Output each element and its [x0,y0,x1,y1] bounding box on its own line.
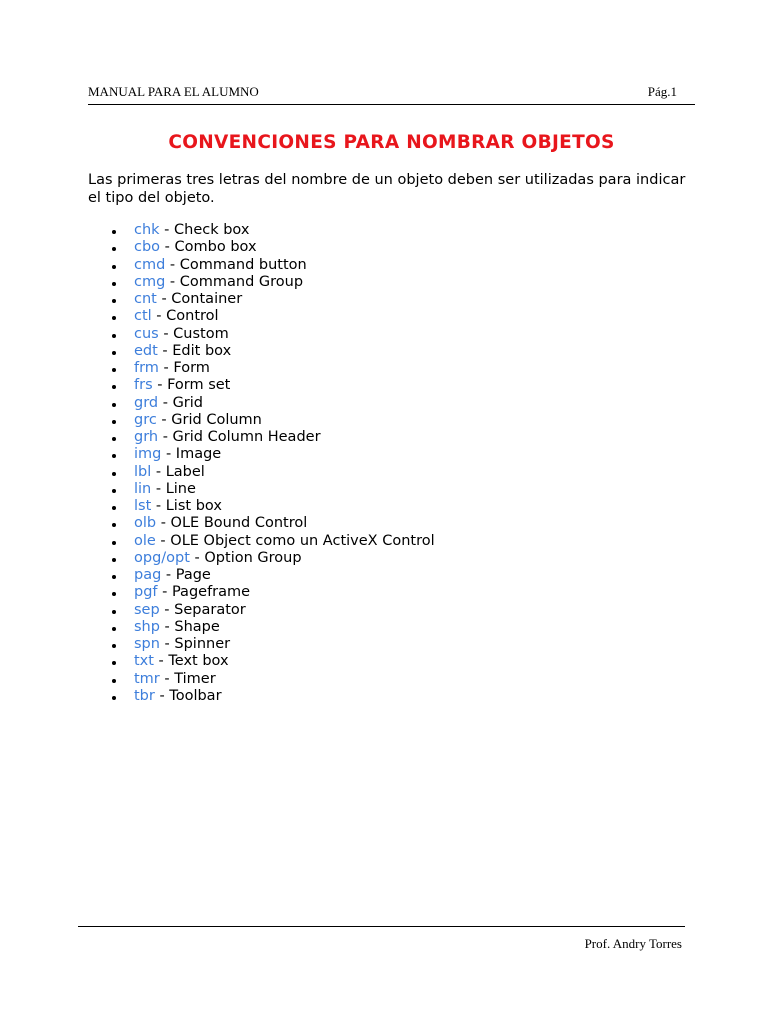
list-item [88,326,435,343]
prefix-code: lbl [134,463,152,480]
list-item [88,533,435,550]
prefix-code: tbr [134,687,155,704]
list-item [88,429,435,446]
prefix-code: grd [134,394,159,411]
list-item [88,222,435,239]
list-item [88,274,435,291]
prefix-description: - Check box [159,222,250,238]
prefix-code: cmg [134,273,166,290]
prefix-code: grh [134,429,159,445]
prefix-code: cus [134,325,159,342]
list-item [88,619,435,636]
prefix-code: ole [134,532,156,549]
prefix-description: - OLE Object como un ActiveX Control [155,532,435,549]
list-item [88,602,435,619]
footer-divider [78,926,685,927]
prefix-code: olb [134,515,157,532]
list-item [88,481,435,498]
prefix-description: - Line [151,480,196,497]
prefix-code: tmr [134,670,160,687]
prefix-description: - Command button [165,256,307,273]
prefix-description: - Form set [152,377,231,394]
list-item [88,377,435,394]
list-item [88,515,435,532]
list-item [88,412,435,429]
footer-author: Prof. Andry Torres [584,936,682,951]
prefix-description: - Form [158,360,210,376]
list-item [88,308,435,325]
prefix-code: shp [134,618,160,635]
prefix-code: frm [134,360,159,376]
prefix-code: cmd [134,256,166,273]
prefix-code: lst [134,498,152,514]
prefix-code: spn [134,636,160,652]
prefix-code: cnt [134,291,157,307]
list-item [88,291,435,308]
prefix-code: lin [134,480,152,497]
list-item [88,653,435,670]
list-item [88,464,435,481]
prefix-description: - OLE Bound Control [156,515,308,532]
list-item [88,395,435,412]
prefix-code: pgf [134,584,158,601]
prefix-description: - Edit box [157,342,232,359]
prefix-description: - Combo box [160,239,257,256]
prefix-list [88,222,435,705]
prefix-code: img [134,446,162,463]
prefix-description: - Timer [159,670,216,687]
intro-paragraph: Las primeras tres letras del nombre de un objeto deben ser utilizadas para indicar el tipo del objeto. [88,172,686,206]
prefix-description: - List box [151,498,222,514]
prefix-code: ctl [134,308,152,325]
prefix-description: - Grid Column Header [158,429,321,445]
prefix-code: cbo [134,239,161,256]
prefix-description: - Text box [153,653,229,670]
list-item [88,567,435,584]
list-item [88,446,435,463]
prefix-code: txt [134,653,154,670]
list-item [88,671,435,688]
prefix-description: - Spinner [159,636,231,652]
prefix-description: - Shape [159,618,220,635]
prefix-description: - Page [161,567,211,583]
prefix-description: - Separator [159,601,246,618]
list-item [88,239,435,256]
prefix-code: opg/opt [134,549,190,566]
prefix-code: sep [134,601,160,618]
list-item [88,498,435,515]
prefix-description: - Pageframe [157,584,251,601]
prefix-description: - Custom [158,325,229,342]
prefix-description: - Image [161,446,222,463]
prefix-description: - Command Group [165,273,304,290]
prefix-description: - Label [151,463,205,480]
prefix-code: grc [134,411,157,428]
prefix-description: - Container [156,291,243,307]
prefix-description: - Grid Column [156,411,262,428]
prefix-code: chk [134,222,160,238]
list-item [88,688,435,705]
list-item [88,636,435,653]
page-title: CONVENCIONES PARA NOMBRAR OBJETOS [168,132,615,153]
prefix-code: frs [134,377,153,394]
prefix-description: - Option Group [189,549,302,566]
list-item [88,550,435,567]
prefix-code: pag [134,567,162,583]
prefix-code: edt [134,342,158,359]
list-item [88,257,435,274]
list-item [88,343,435,360]
header-manual-title: MANUAL PARA EL ALUMNO [88,84,259,99]
page-number: Pág.1 [647,84,677,99]
list-item [88,360,435,377]
list-item [88,584,435,601]
prefix-description: - Grid [158,394,204,411]
prefix-description: - Toolbar [154,687,222,704]
page-header [88,84,695,105]
prefix-description: - Control [151,308,219,325]
